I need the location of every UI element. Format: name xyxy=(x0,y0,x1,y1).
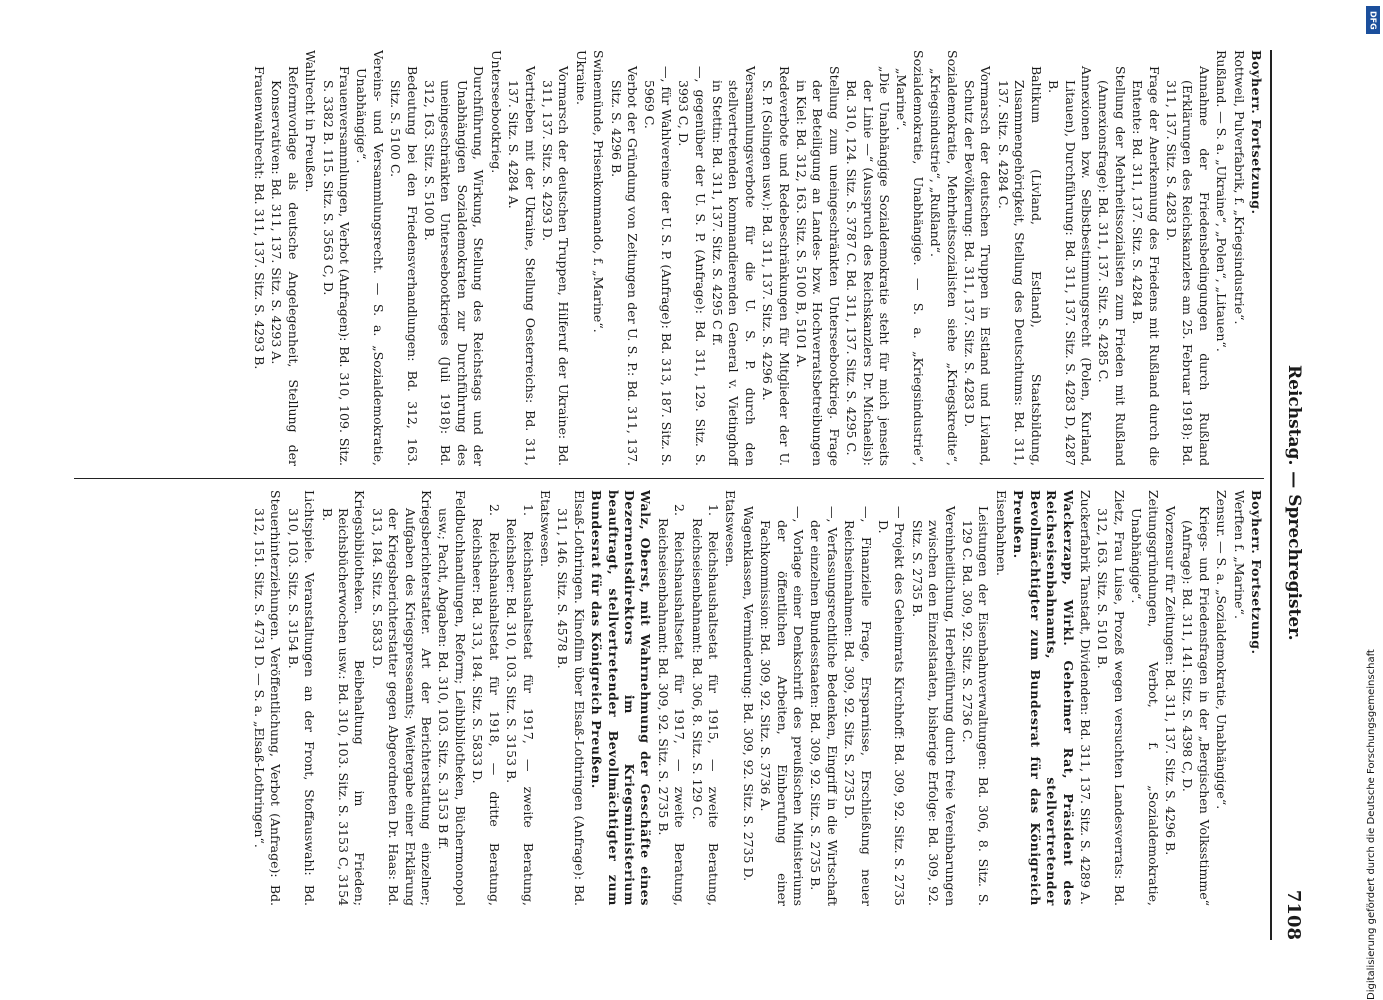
left-column-entry: Reformvorlage als deutsche Angelegenheit, Stellung der Konservativen: Bd. 311, 137. Sitz. S. 4293 A. xyxy=(269,66,301,466)
right-column-entry: Zensur. — S. a. „Sozialdemokratie, Unabhängige“. xyxy=(1214,490,1230,810)
left-column-entry: Frauenwahlrecht: Bd. 311, 137. Sitz. S. 4293 B. xyxy=(252,66,268,370)
right-column-entry: Elsaß-Lothringen. Kinofilm über Elsaß-Lothringen (Anfrage): Bd. 311, 146. Sitz. S. 4578 B. xyxy=(555,490,587,906)
left-column-entry: Annahme der Friedensbedingungen durch Rußland (Erklärungen des Reichskanzlers am 25. Februar 1918): Bd. 311, 137. Sitz. S. 4283 D. xyxy=(1163,66,1212,466)
left-column-entry: Sozialdemokratie, Unabhängige. — S. a. „Kriegsindustrie“, „Marine“. xyxy=(894,50,926,466)
left-column-entry: —, für Wahlvereine der U. S. P. (Anfrage): Bd. 313, 187. Sitz. S. 5969 C. xyxy=(642,66,674,466)
right-column-entry: Wackerzapp, Wirkl. Geheimer Rat, Präsident des Reichseisenbahnamts, stellvertretender Bevollmächtigter zum Bundesrat für das Königreich Preußen. xyxy=(1011,490,1076,906)
right-column-entry: 1. Reichshaushaltsetat für 1915, — zweite Beratung, Reichseisenbahnamt: Bd. 306, 8. Sitz. S. 129 C. xyxy=(689,504,721,906)
right-column-entry: Zietz, Frau Luise, Prozeß wegen versuchten Landesverrats: Bd. 312, 163. Sitz. S. 5101 B. xyxy=(1095,490,1127,906)
right-column-entry: 2. Reichshaushaltsetat für 1917, — zweite Beratung, Reichseisenbahnamt: Bd. 309, 92. Sitz. S. 2735 B. xyxy=(655,504,688,906)
left-column-entry: Vormarsch der deutschen Truppen, Hilferuf der Ukraine: Bd. 311, 137. Sitz. S. 4293 D. xyxy=(539,66,572,466)
left-column-entry: —, gegenüber der U. S. P. (Anfrage): Bd. 311, 129. Sitz. S. 3993 C, D. xyxy=(676,66,708,466)
right-column-entry: Leistungen der Eisenbahnverwaltungen: Bd. 306, 8. Sitz. S. 129 C. Bd. 309, 92. Sitz. S. 2736 C. xyxy=(960,506,992,906)
right-column-entry: — Projekt des Geheimrats Kirchhoff: Bd. 309, 92. Sitz. S. 2735 D. xyxy=(876,506,908,906)
left-column-entry: Rottweil, Pulverfabrik, f. „Kriegsindustrie“. xyxy=(1231,50,1247,325)
right-column-entry: Lichtspiele. Veranstaltungen an der Front, Stoffauswahl: Bd. 310, 103. Sitz. S. 3154 B. xyxy=(285,490,318,906)
right-column-entry: Kriegsbibliotheken. Beibehaltung im Frieden; Reichsbücherwochen usw.: Bd. 310, 103. Sitz. S. 3153 C, 3154 B. xyxy=(319,490,368,906)
right-column-entry: Kriegs- und Friedensfragen in der „Bergischen Volksstimme“ (Anfrage): Bd. 311, 141. Sitz. S. 4398 C, D. xyxy=(1180,506,1212,906)
right-column-entry: Steuerhinterziehungen. Veröffentlichung, Verbot (Anfrage): Bd. 312, 151. Sitz. S. 4731 D. — S. a. „Elsaß-Lothringen“. xyxy=(252,490,284,906)
left-column-entry: Redeverbote und Redebeschränkungen für Mitglieder der U. S. P. (Solingen usw.): Bd. 311, 137. Sitz. S. 4296 A. xyxy=(760,66,792,466)
right-column-entry: Boyherr. Fortsetzung. xyxy=(1249,490,1264,655)
page-number: 7108 xyxy=(1283,889,1304,940)
right-column-entry: —, Verfassungsrechtliche Bedenken, Eingriff in die Wirtschaft der einzelnen Bundesstaaten: Bd. 309, 92. Sitz. S. 2735 B. xyxy=(808,506,840,906)
right-column-entry: Vorzensur für Zeitungen: Bd. 311, 137. Sitz. S. 4296 B. xyxy=(1162,506,1178,856)
left-column-entry: Verbot der Gründung von Zeitungen der U. S. P.: Bd. 311, 137. Sitz. S. 4296 B. xyxy=(608,66,640,466)
right-column-entry: Werften f. „Marine“. xyxy=(1231,490,1247,619)
right-column-entry: Zeitungsgründungen, Verbot, f. „Sozialdemokratie, Unabhängige“. xyxy=(1129,490,1161,906)
header-title: Reichstag. — Sprechregister. xyxy=(1284,365,1304,641)
left-column-entry: Boyherr. Fortsetzung. xyxy=(1249,50,1264,215)
right-column-entry: —, Finanzielle Frage, Ersparnisse, Erschließung neuer Reichseinnahmen: Bd. 309, 92. Sitz. S. 2735 D. xyxy=(842,506,874,906)
left-column-entry: Vertrieben mit der Ukraine, Stellung Oesterreichs: Bd. 311, 137. Sitz. S. 4284 A. xyxy=(506,66,538,466)
right-column-entry: Wagenklassen, Verminderung: Bd. 309, 92. Sitz. S. 2735 D. xyxy=(740,506,756,882)
credit-text: Digitalisierung gefördert durch die Deutsche Forschungsgemeinschaft xyxy=(1366,649,1377,1000)
register-page xyxy=(58,50,1308,940)
left-column-entry: Swinemünde, Prisenkommando, f. „Marine“. xyxy=(591,50,607,333)
right-column-entry: —, Vorlage einer Denkschrift des preußischen Ministeriums der öffentlichen Arbeiten, Einberufung einer Fachkommission: Bd. 309, 92. Sitz. S. 3736 A. xyxy=(758,506,807,906)
right-column-entry: 1. Reichshaushaltsetat für 1917, — zweite Beratung, Reichsheer: Bd. 310, 103. Sitz. S. 3153 B. xyxy=(504,504,536,906)
header-rule xyxy=(1270,50,1272,940)
left-column-entry: Bedeutung bei den Friedensverhandlungen: Bd. 312, 163. Sitz. S. 5100 C. xyxy=(388,66,420,466)
left-column-entry: Stellung zum uneingeschränkten Unterseebootkrieg. Frage der Beteiligung an Landes- bzw. Hochverratsbetreibungen in Kiel: Bd. 312, 163. Sitz. S. 5100 B, 5101 A. xyxy=(794,66,842,466)
left-column-entry: Rußland. — S. a. „Ukraine“, „Polen“, „Litauen“. xyxy=(1214,50,1230,352)
digitization-credit xyxy=(1360,0,1383,1000)
right-column-entry: Kriegsberichterstatter. Art der Berichterstattung einzelner; Aufgaben des Kriegspresseamts; Weitergabe einer Erklärung der Kriegsberichterstatter gegen Abgeordneten Dr. Haas: Bd. 313, 184. Sitz. S. 5833 D. xyxy=(369,490,435,906)
left-column-entry: Vereins- und Versammlungsrecht. — S. a. „Sozialdemokratie, Unabhängige“. xyxy=(354,50,386,466)
left-column-entry: Annexionen bzw. Selbstbestimmungsrecht (Polen, Kurland, Litauen), Durchführung: Bd. 311, 137. Sitz. S. 4283 D, 4287 B. xyxy=(1046,66,1094,466)
right-column-entry: 2. Reichshaushaltsetat für 1918, — dritte Beratung, Reichsheer: Bd. 313, 184. Sitz. S. 5833 D. xyxy=(470,504,502,906)
left-column-entry: Unterseebootkrieg. xyxy=(488,50,504,174)
left-column-entry: Versammlungsverbote für die U. S. P. durch den stellvertretenden kommandierenden General v. Vietinghoff in Stettin: Bd. 311, 137. Sitz. S. 4295 C ff. xyxy=(710,66,758,466)
left-column-entry: Vormarsch der deutschen Truppen in Estland und Livland, Schutz der Bevölkerung: Bd. 311, 137. Sitz. S. 4283 D. xyxy=(962,66,994,466)
column-divider xyxy=(74,478,1264,479)
right-column-entry: Zuckerfabrik Tanstadt, Dividenden: Bd. 311, 137. Sitz. S. 4289 A. xyxy=(1077,490,1093,905)
left-column-entry: „Die Unabhängige Sozialdemokratie steht für mich jenseits der Linie —“ (Ausspruch des Reichskanzlers Dr. Michaelis): Bd. 310, 124. Sitz. S. 3787 C. Bd. 311, 137. Sitz. S. 4295 C. xyxy=(844,66,893,466)
left-column-entry: Sozialdemokratie, Mehrheitssozialisten siehe „Kriegskredite“, „Kriegsindustrie“, „Rußland“. xyxy=(928,50,960,466)
right-column-entry: Vereinheitlichung, Herbeiführung durch freie Vereinbarungen zwischen den Einzelstaaten, bisherige Erfolge: Bd. 309, 92. Sitz. S. 2735 B. xyxy=(909,506,958,906)
left-column-entry: Durchführung, Wirkung, Stellung des Reichstags und der Unabhängigen Sozialdemokraten zur Durchführung des uneingeschränkten Unterseebootkrieges (Juli 1918): Bd. 312, 163. Sitz. S. 5100 B. xyxy=(422,66,487,466)
dfg-logo: DFG xyxy=(1366,6,1380,34)
left-column-entry: Stellung der Mehrheitssozialisten zum Frieden mit Rußland (Annexionsfrage): Bd. 311, 137. Sitz. S. 4285 C. xyxy=(1096,66,1128,466)
left-column-entry: Wahlrecht in Preußen. xyxy=(303,50,319,193)
left-column-entry: Baltikum (Livland, Estland), Staatsbildung, Zusammengehörigkeit, Stellung des Deutschtums: Bd. 311, 137. Sitz. S. 4284 C. xyxy=(995,66,1044,466)
right-column-entry: Feldbuchhandlungen, Reform; Leihbibliotheken, Büchermonopol usw.; Pacht, Abgaben: Bd. 310, 103. Sitz. S. 3153 B ff. xyxy=(436,490,468,906)
left-column-entry: Frauenversammlungen, Verbot (Anfragen): Bd. 310, 109. Sitz. S. 3382 B. 115. Sitz. S. 3563 C, D. xyxy=(320,66,353,466)
left-column-entry: Ukraine. xyxy=(573,50,589,105)
right-column xyxy=(74,490,1264,906)
right-column-entry: Eisenbahnen. xyxy=(993,490,1009,576)
right-column-entry: Etatswesen. xyxy=(537,490,553,567)
left-column-entry: Frage der Anerkennung des Friedens mit Rußland durch die Entente: Bd. 311, 137. Sitz. S. 4284 B. xyxy=(1130,66,1162,466)
right-column-entry: Walz, Oberst, mit Wahrnehmung der Geschäfte eines Dezernentsdirektors im Kriegsministerium beauftragt, stellvertretender Bevollmächtigter zum Bundesrat für das Königreich Preußen. xyxy=(589,490,654,906)
right-column-entry: Etatswesen. xyxy=(723,490,739,567)
running-header xyxy=(1274,50,1308,940)
left-column xyxy=(74,50,1264,466)
